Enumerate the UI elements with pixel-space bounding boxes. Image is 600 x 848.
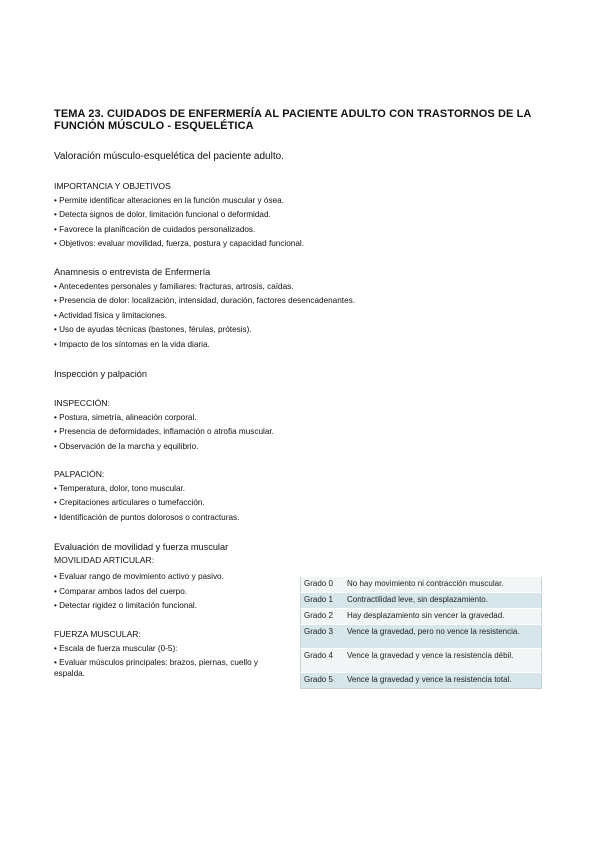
list-item: • Actividad física y limitaciones. [54,310,167,320]
description-cell: No hay movimiento ni contracción muscular. [344,577,542,593]
table-row [301,593,542,609]
list-item: • Evaluar rango de movimiento activo y pasivo. [54,572,224,581]
list-item: • Evaluar músculos principales: brazos, piernas, cuello y espalda. [54,658,259,678]
list-item: • Uso de ayudas técnicas (bastones, férulas, prótesis). [54,325,252,335]
list-item: • Detectar rigidez o limitación funcional. [54,601,198,611]
section-heading: IMPORTANCIA Y OBJETIVOS [54,181,171,191]
section-fuerza [54,627,284,681]
grade-cell: Grado 3 [301,625,345,649]
list-item: • Crepitaciones articulares o tumefacción. [54,498,205,508]
page-subtitle: Valoración músculo-esquelética del paciente adulto. [54,151,284,162]
section-inspeccion [54,396,274,454]
list-item: • Antecedentes personales y familiares: fracturas, artrosis, caídas. [54,281,294,291]
table-row [301,625,542,649]
list-item: • Observación de la marcha y equilibrio. [54,441,199,451]
description-cell: Vence la gravedad y vence la resistencia total. [344,673,542,689]
grade-cell: Grado 5 [301,673,345,689]
description-cell: Contractilidad leve, sin desplazamiento. [344,593,542,609]
table-row [301,577,542,593]
grade-cell: Grado 1 [301,593,345,609]
grade-cell: Grado 2 [301,609,345,625]
section-anamnesis [54,265,355,353]
section-heading-inspeccion-palpacion: Inspección y palpación [54,369,147,379]
list-item: • Identificación de puntos dolorosos o contracturas. [54,512,240,522]
grade-cell: Grado 0 [301,577,345,593]
list-item: • Favorece la planificación de cuidados personalizados. [54,224,256,234]
description-cell: Vence la gravedad y vence la resistencia débil. [344,649,542,673]
table-row [301,673,542,689]
section-evaluacion [54,541,228,567]
list-item: • Postura, simetría, alineación corporal. [54,412,197,422]
muscle-strength-scale-table [300,576,542,689]
list-item: • Permite identificar alteraciones en la función muscular y ósea. [54,195,284,205]
list-item: • Escala de fuerza muscular (0-5): [54,643,178,653]
table-row [301,609,542,625]
list-item: • Presencia de dolor: localización, intensidad, duración, factores desencadenantes. [54,296,355,306]
section-movilidad [54,570,224,614]
list-item: • Comparar ambos lados del cuerpo. [54,586,188,596]
grade-cell: Grado 4 [301,649,345,673]
section-heading: INSPECCIÓN: [54,398,110,408]
page-title: TEMA 23. CUIDADOS DE ENFERMERÍA AL PACIENTE ADULTO CON TRASTORNOS DE LA FUNCIÓN MÚSCULO - ESQUELÉTICA [54,108,532,132]
section-heading: PALPACIÓN: [54,469,105,479]
section-importancia [54,179,304,252]
description-cell: Hay desplazamiento sin vencer la gravedad. [344,609,542,625]
description-cell: Vence la gravedad, pero no vence la resistencia. [344,625,542,649]
section-heading: Anamnesis o entrevista de Enfermería [54,267,211,277]
list-item: • Temperatura, dolor, tono muscular. [54,483,186,493]
section-heading: FUERZA MUSCULAR: [54,629,141,639]
section-heading: Evaluación de movilidad y fuerza muscular [54,542,229,552]
table-row [301,649,542,673]
section-heading: MOVILIDAD ARTICULAR: [54,555,155,565]
section-palpacion [54,467,239,525]
list-item: • Detecta signos de dolor, limitación funcional o deformidad. [54,210,271,220]
list-item: • Impacto de los síntomas en la vida diaria. [54,339,210,349]
list-item: • Objetivos: evaluar movilidad, fuerza, postura y capacidad funcional. [54,239,304,249]
list-item: • Presencia de deformidades, inflamación o atrofia muscular. [54,427,274,437]
